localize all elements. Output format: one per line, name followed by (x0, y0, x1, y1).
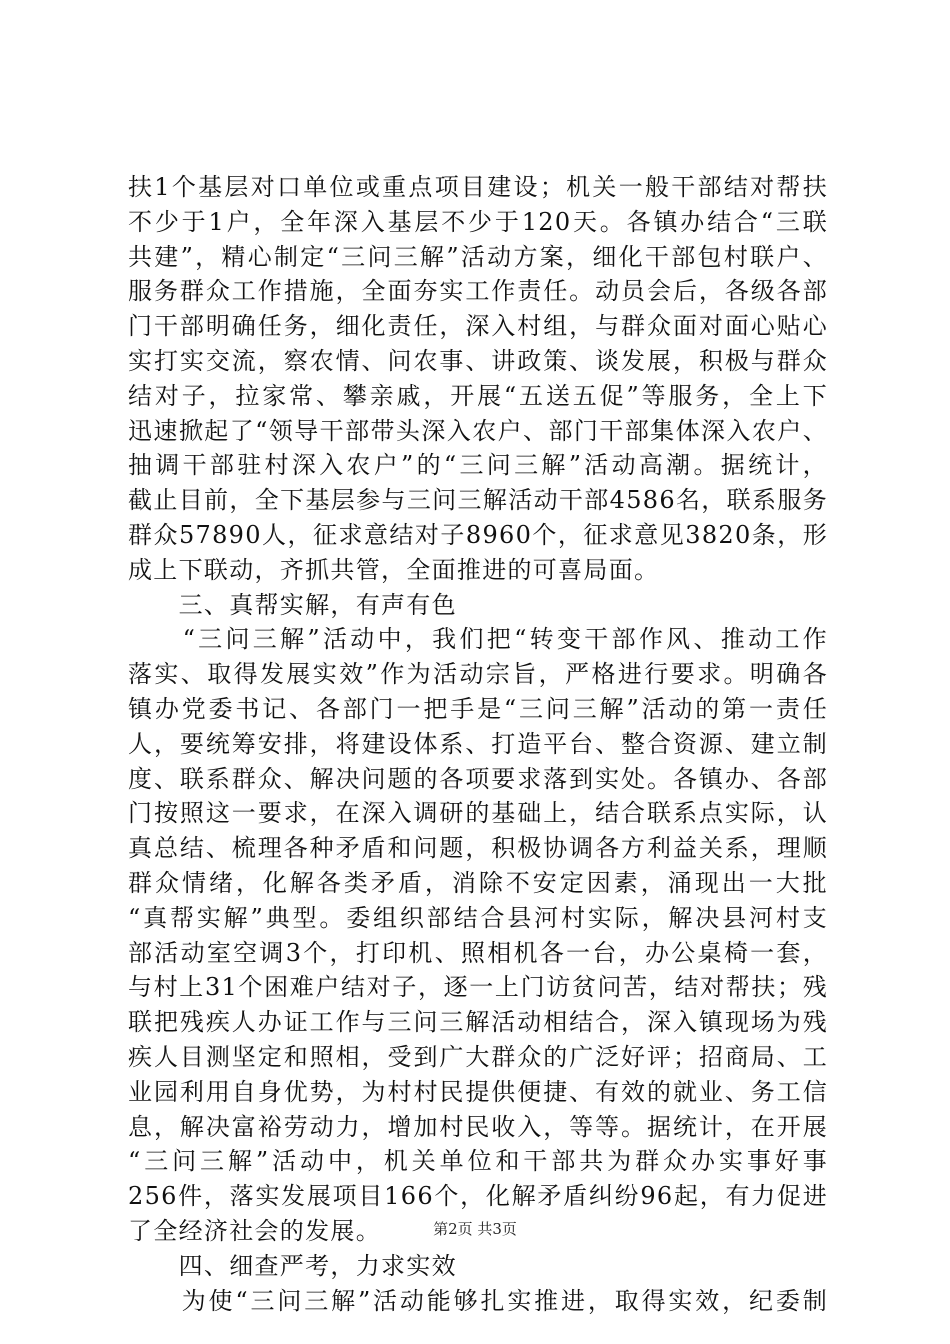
text-line: 疾人目测坚定和照相，受到广大群众的广泛好评；招商局、工 (128, 1042, 828, 1071)
text-line: 落实、取得发展实效”作为活动宗旨，严格进行要求。明确各 (128, 660, 828, 689)
text-line: 息，解决富裕劳动力，增加村民收入，等等。据统计，在开展 (128, 1112, 828, 1141)
text-line: “三问三解”活动中，我们把“转变干部作风、推动工作 (128, 625, 828, 654)
text-line: 三、真帮实解，有声有色 (128, 590, 457, 619)
text-line: 实打实交流，察农情、问农事、讲政策、谈发展，积极与群众 (128, 346, 828, 375)
text-line: 不少于1户，全年深入基层不少于120天。各镇办结合“三联 (128, 207, 828, 236)
text-line: “三问三解”活动中，机关单位和干部共为群众办实事好事 (128, 1147, 828, 1176)
text-line: 群众57890人，征求意结对子8960个，征求意见3820条，形 (128, 520, 828, 549)
text-line: 门按照这一要求，在深入调研的基础上，结合联系点实际，认 (128, 799, 828, 828)
text-line: 联把残疾人办证工作与三问三解活动相结合，深入镇现场为残 (128, 1008, 828, 1037)
text-line: 256件，落实发展项目166个，化解矛盾纠纷96起，有力促进 (128, 1182, 828, 1211)
text-line: 门干部明确任务，细化责任，深入村组，与群众面对面心贴心 (128, 312, 828, 341)
text-line: 部活动室空调3个，打印机、照相机各一台，办公桌椅一套， (128, 938, 828, 967)
page-footer: 第2页 共3页 (433, 1220, 517, 1238)
text-line: 镇办党委书记、各部门一把手是“三问三解”活动的第一责任 (128, 694, 828, 723)
text-line: 真总结、梳理各种矛盾和问题，积极协调各方利益关系，理顺 (128, 834, 828, 863)
text-line: 共建”，精心制定“三问三解”活动方案，细化干部包村联户、 (128, 242, 828, 271)
text-line: 为使“三问三解”活动能够扎实推进，取得实效，纪委制 (128, 1286, 828, 1315)
text-line: 与村上31个困难户结对子，逐一上门访贫问苦，结对帮扶；残 (128, 973, 828, 1002)
text-line: 群众情绪，化解各类矛盾，消除不安定因素，涌现出一大批 (128, 868, 828, 897)
text-line: 业园利用自身优势，为村村民提供便捷、有效的就业、务工信 (128, 1077, 828, 1106)
text-line: 度、联系群众、解决问题的各项要求落到实处。各镇办、各部 (128, 764, 828, 793)
text-line: 成上下联动，齐抓共管，全面推进的可喜局面。 (128, 555, 660, 584)
text-line: 四、细查严考，力求实效 (128, 1251, 457, 1280)
text-line: 服务群众工作措施，全面夯实工作责任。动员会后，各级各部 (128, 277, 828, 306)
text-line: 迅速掀起了“领导干部带头深入农户、部门干部集体深入农户、 (128, 416, 828, 445)
document-body (128, 170, 828, 1318)
text-line: 扶1个基层对口单位或重点项目建设；机关一般干部结对帮扶 (128, 173, 828, 201)
text-line: 截止目前，全下基层参与三问三解活动干部4586名，联系服务 (128, 486, 828, 515)
text-line: 抽调干部驻村深入农户”的“三问三解”活动高潮。据统计， (128, 451, 828, 480)
text-line: 人，要统筹安排，将建设体系、打造平台、整合资源、建立制 (128, 729, 828, 758)
text-line: 结对子，拉家常、攀亲戚，开展“五送五促”等服务，全上下 (128, 381, 828, 410)
text-line: 了全经济社会的发展。 (128, 1216, 381, 1245)
text-line: “真帮实解”典型。委组织部结合县河村实际，解决县河村支 (128, 903, 828, 932)
